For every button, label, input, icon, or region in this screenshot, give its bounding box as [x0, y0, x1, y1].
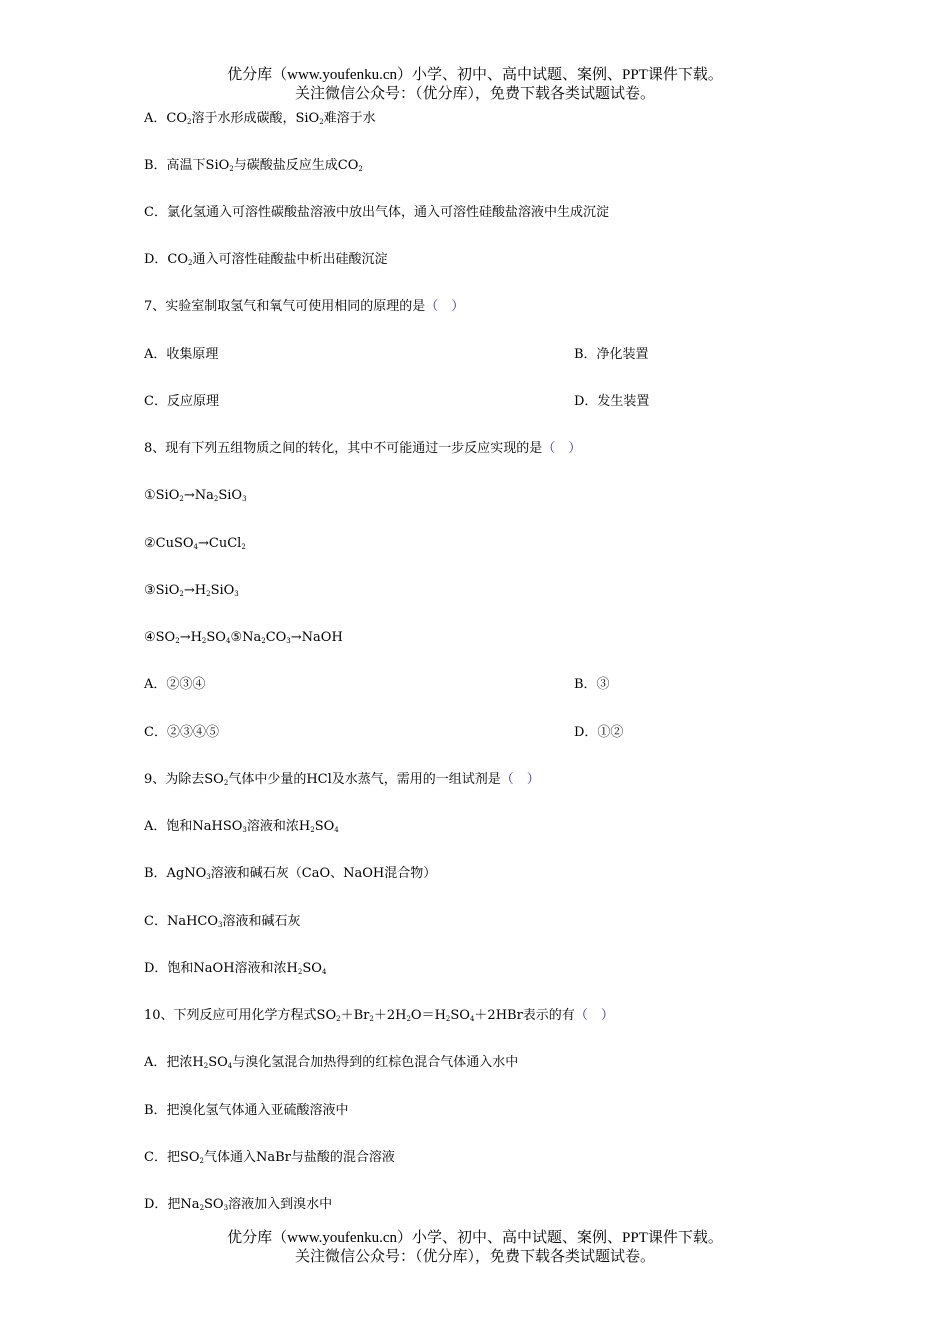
- q8-option-b: B．③: [574, 677, 610, 692]
- q6-option-d: D．$CO_2$通入可溶性硅酸盐中析出硅酸沉淀: [144, 252, 388, 267]
- q7-option-d: D．发生装置: [574, 394, 650, 409]
- answer-paren: （ ）: [425, 299, 465, 314]
- q8-options-row-2: [144, 724, 624, 742]
- q7-option-b: B．净化装置: [574, 347, 649, 362]
- page-header: [0, 66, 950, 104]
- q10-option-c: C．把$SO_2$气体通入NaBr与盐酸的混合溶液: [144, 1150, 395, 1165]
- q6-option-c: C．氯化氢通入可溶性碳酸盐溶液中放出气体，通入可溶性硅酸盐溶液中生成沉淀: [144, 205, 609, 220]
- answer-paren: （ ）: [542, 441, 582, 456]
- q9-option-d: D．饱和NaOH溶液和浓$H_2SO_4$: [144, 961, 327, 976]
- q6-option-a: A．$CO_2$溶于水形成碳酸，SiO$_2$难溶于水: [144, 111, 376, 126]
- answer-paren: （ ）: [500, 772, 540, 787]
- q8-option-d: D．①②: [574, 725, 624, 740]
- footer-line-1: 优分库（www.youfenku.cn）小学、初中、高中试题、案例、PPT课件下载。: [227, 1230, 723, 1246]
- q8-item-1: $①SiO_2\to Na_2SiO_3$: [144, 488, 247, 503]
- q10-option-d: D．把$Na_2SO_3$溶液加入到溴水中: [144, 1197, 333, 1212]
- header-line-1: 优分库（www.youfenku.cn）小学、初中、高中试题、案例、PPT课件下载。: [227, 67, 723, 83]
- q10-option-b: B．把溴化氢气体通入亚硫酸溶液中: [144, 1103, 349, 1118]
- q9-option-b: B．AgNO$_3$溶液和碱石灰（CaO、NaOH混合物）: [144, 866, 437, 881]
- q8-options-row-1: [144, 676, 610, 694]
- q8-item-2: ②CuSO$_4$→CuCl$_2$: [144, 536, 246, 551]
- q8-item-4-5: $④SO_2\to H_2SO_4⑤Na_2CO_3\to NaOH$: [144, 630, 343, 645]
- page-footer: [0, 1229, 950, 1267]
- q8-item-3: $③SiO_2\to H_2SiO_3$: [144, 583, 239, 598]
- q9-option-c: C．NaHCO$_3$溶液和碱石灰: [144, 914, 301, 929]
- q7-options-row-2: [144, 393, 650, 411]
- q8-stem: 8、现有下列五组物质之间的转化，其中不可能通过一步反应实现的是（ ）: [144, 441, 582, 456]
- q7-option-a: A．收集原理: [144, 347, 219, 362]
- q9-stem: 9、为除去$SO_2$气体中少量的HCl及水蒸气，需用的一组试剂是（ ）: [144, 772, 540, 787]
- answer-paren: （ ）: [574, 1008, 614, 1023]
- q7-stem: 7、实验室制取氢气和氧气可使用相同的原理的是（ ）: [144, 299, 465, 314]
- q10-stem: 10、下列反应可用化学方程式$SO_2+Br_2+2H_2O=H_2SO_4+2HBr$表示的有（ ）: [144, 1008, 614, 1023]
- header-line-2: 关注微信公众号：（优分库），免费下载各类试题试卷。: [294, 86, 655, 102]
- q8-option-a: A．②③④: [144, 677, 206, 692]
- q7-options-row-1: [144, 346, 649, 364]
- footer-line-2: 关注微信公众号：（优分库），免费下载各类试题试卷。: [294, 1249, 655, 1265]
- q8-option-c: C．②③④⑤: [144, 725, 219, 740]
- q10-option-a: A．把浓$H_2SO_4$与溴化氢混合加热得到的红棕色混合气体通入水中: [144, 1055, 519, 1070]
- q7-option-c: C．反应原理: [144, 394, 219, 409]
- q9-option-a: A．饱和NaHSO$_3$溶液和浓$H_2SO_4$: [144, 819, 339, 834]
- q6-option-b: B．高温下SiO$_2$与碳酸盐反应生成$CO_2$: [144, 158, 363, 173]
